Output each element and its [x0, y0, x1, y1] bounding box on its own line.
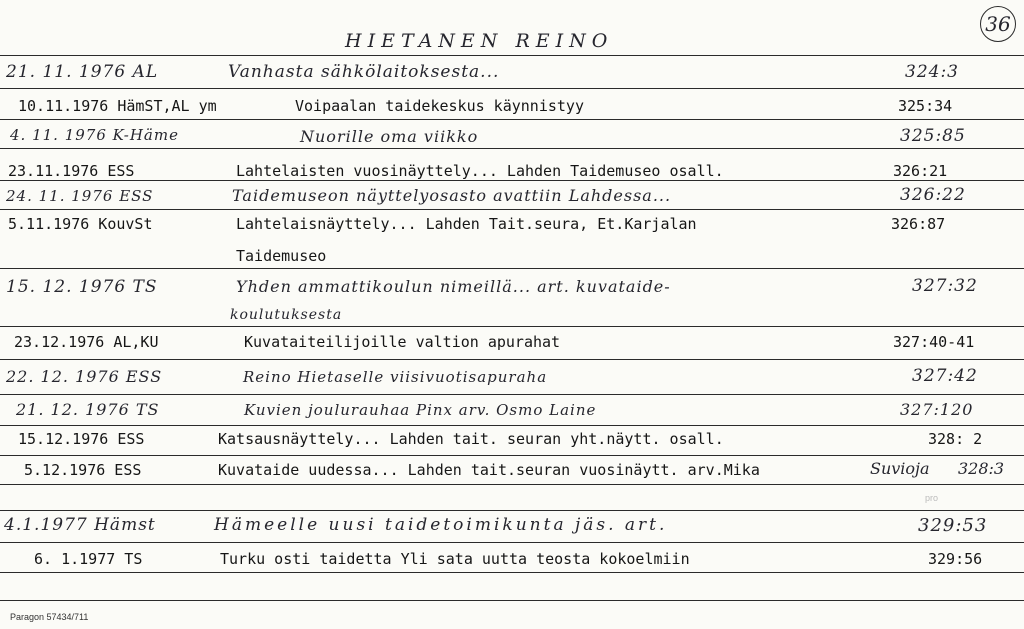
entry-date: 23.11.1976 ESS	[8, 162, 135, 180]
entry-title-continued: koulutuksesta	[230, 307, 343, 323]
card-rule	[0, 148, 1024, 149]
entry-date: 4. 11. 1976 K-Häme	[10, 126, 179, 144]
card-rule	[0, 209, 1024, 210]
entry-title: Yhden ammattikoulun nimeillä... art. kuvataide-	[236, 277, 671, 296]
entry-date: 22. 12. 1976 ESS	[6, 367, 163, 386]
entry-title: Lahtelaisten vuosinäyttely... Lahden Taidemuseo osall.	[236, 162, 724, 180]
entry-ref: 326:87	[891, 215, 946, 233]
card-rule	[0, 425, 1024, 426]
entry-title: Lahtelaisnäyttely... Lahden Tait.seura, Et.Karjalan	[236, 215, 697, 233]
entry-ref: 327:42	[912, 366, 978, 386]
faint-mark: pro	[925, 493, 939, 503]
entry-title: Hämeelle uusi taidetoimikunta jäs. art.	[214, 515, 668, 535]
entry-date: 15.12.1976 ESS	[18, 430, 145, 448]
entry-ref: 328: 2	[928, 430, 983, 448]
entry-date: 15. 12. 1976 TS	[6, 277, 158, 297]
card-rule	[0, 359, 1024, 360]
entry-date: 21. 12. 1976 TS	[16, 400, 160, 419]
entry-ref: 327:120	[900, 400, 974, 419]
entry-title: Turku osti taidetta Yli sata uutta teosta kokoelmiin	[220, 550, 690, 568]
entry-title: Taidemuseon näyttelyosasto avattiin Lahdessa...	[232, 186, 672, 205]
entry-title: Katsausnäyttely... Lahden tait. seuran yht.näytt. osall.	[218, 430, 724, 448]
entry-date: 21. 11. 1976 AL	[6, 62, 159, 82]
entry-title: Nuorille oma viikko	[300, 127, 479, 146]
card-rule	[0, 542, 1024, 543]
entry-title: Kuvien joulurauhaa Pinx arv. Osmo Laine	[244, 401, 597, 419]
card-rule	[0, 119, 1024, 120]
entry-ref: 326:22	[900, 185, 966, 205]
page-number: 36	[980, 6, 1016, 42]
entry-title: Vanhasta sähkölaitoksesta...	[228, 62, 500, 82]
card-heading: HIETANEN REINO	[345, 30, 614, 52]
entry-ref: 329:56	[928, 550, 983, 568]
card-rule	[0, 268, 1024, 269]
entry-ref: 328:3	[958, 459, 1005, 478]
entry-date: 24. 11. 1976 ESS	[6, 187, 154, 205]
entry-ref: 324:3	[905, 62, 959, 82]
card-rule	[0, 88, 1024, 89]
entry-title-continued: Taidemuseo	[236, 247, 327, 265]
entry-title: Reino Hietaselle viisivuotisapuraha	[243, 368, 548, 386]
entry-ref: 327:32	[912, 276, 978, 296]
card-rule	[0, 572, 1024, 573]
entry-ref: 327:40-41	[893, 333, 975, 351]
card-rule	[0, 455, 1024, 456]
entry-date: 10.11.1976 HämST,AL ym	[18, 97, 217, 115]
entry-date: 5.12.1976 ESS	[24, 461, 142, 479]
entry-ref: 325:85	[900, 126, 966, 146]
entry-title: Kuvataiteilijoille valtion apurahat	[244, 333, 561, 351]
entry-ref: 325:34	[898, 97, 953, 115]
card-rule	[0, 55, 1024, 56]
entry-date: 6. 1.1977 TS	[34, 550, 143, 568]
entry-title-handwritten: Suvioja	[870, 459, 930, 478]
card-rule	[0, 326, 1024, 327]
card-rule	[0, 600, 1024, 601]
entry-date: 5.11.1976 KouvSt	[8, 215, 153, 233]
card-rule	[0, 180, 1024, 181]
entry-date: 4.1.1977 Hämst	[4, 515, 156, 535]
entry-date: 23.12.1976 AL,KU	[14, 333, 159, 351]
entry-title: Voipaalan taidekeskus käynnistyy	[295, 97, 584, 115]
entry-ref: 329:53	[918, 515, 988, 536]
card-rule	[0, 484, 1024, 485]
card-rule	[0, 510, 1024, 511]
card-rule	[0, 394, 1024, 395]
entry-title: Kuvataide uudessa... Lahden tait.seuran vuosinäytt. arv.Mika	[218, 461, 760, 479]
card-footer: Paragon 57434/711	[10, 612, 89, 622]
entry-ref: 326:21	[893, 162, 948, 180]
